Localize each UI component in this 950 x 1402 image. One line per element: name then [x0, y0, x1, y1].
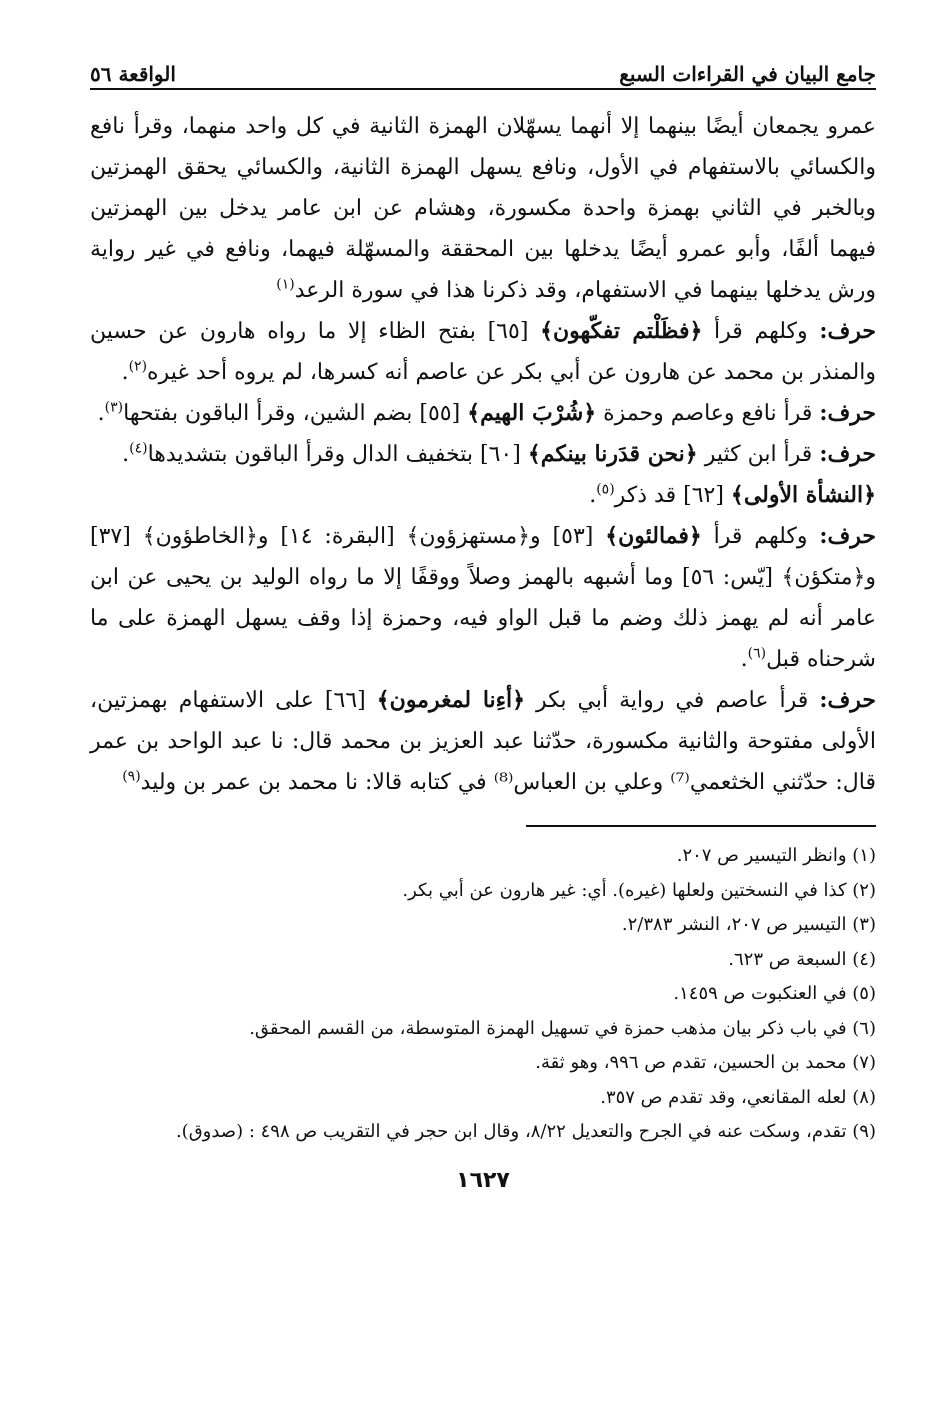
footnote: (٣) التيسير ص ٢٠٧، النشر ٢/٣٨٣. [621, 914, 876, 935]
harf-label: حرف: [819, 687, 876, 713]
harf-label: حرف: [819, 441, 876, 467]
book-title: جامع البيان في القراءات السبع [619, 62, 876, 86]
main-text [90, 106, 876, 803]
footnote-ref: (٢) [128, 358, 148, 375]
paragraph-text: [٦٠] بتخفيف الدال وقرأ الباقون بتشديدها [147, 442, 528, 467]
paragraph: حرف: قرأ عاصم في رواية أبي بكر ﴿أءِنا لمغرمون﴾ [٦٦] على الاستفهام بهمزتين، الأولى مفتوحة والثانية مكسورة، حدّثنا عبد العزيز بن محمد قال: نا عبد الواحد بن عمر قال: حدّثني الخثعمي⁽⁷⁾ وعلي بن العباس⁽⁸⁾ في كتابه قالا: نا محمد بن عمر بن وليد$^{(٩)}$ [90, 687, 876, 795]
running-header [90, 52, 876, 86]
footnotes [90, 839, 876, 1150]
footnote: (٥) في العنكبوت ص ١٤٥٩. [673, 983, 876, 1004]
quran-citation: ﴿فمالئون﴾ [605, 523, 702, 549]
surah-label: الواقعة ٥٦ [90, 62, 176, 86]
paragraph-text: [٦٥] بفتح الظاء إلا ما رواه هارون عن حسين والمنذر بن محمد عن هارون عن أبي بكر عن عاصم أنه كسرها، لم يروه أحد غيره [90, 319, 876, 385]
footnote-ref: (٥) [596, 481, 615, 498]
footnote: (٧) محمد بن الحسين، تقدم ص ٩٩٦، وهو ثقة. [535, 1052, 876, 1073]
paragraph: حرف: قرأ ابن كثير ﴿نحن قدَرنا بينكم﴾ [٦٠] بتخفيف الدال وقرأ الباقون بتشديدها$^{(٤)}$. [122, 440, 876, 467]
paragraph-text: [٦٦] على الاستفهام بهمزتين، الأولى مفتوحة والثانية مكسورة، حدّثنا عبد العزيز بن محمد قال: نا عبد الواحد بن عمر قال: حدّثني الخثعمي⁽⁷⁾ وعلي بن العباس⁽⁸⁾ في كتابه قالا: نا محمد بن عمر بن وليد [90, 688, 876, 795]
footnote-ref: (٤) [129, 440, 148, 457]
paragraph-text: [٥٣] و﴿مستهزؤون﴾ [البقرة: ١٤] و﴿الخاطؤون﴾ [٣٧] و﴿متكؤن﴾ [يّس: ٥٦] وما أشبهه بالهمز وصلاً ووقفًا إلا ما رواه الوليد بن يحيى عن ابن عامر أنه لم يهمز ذلك وضم ما قبل الواو فيه، وحمزة إذا وقف يسهل الهمزة على ما شرحناه قبل [90, 524, 876, 672]
paragraph-text: عمرو يجمعان أيضًا بينهما إلا أنهما يسهّلان الهمزة الثانية في كل واحد منهما، وقرأ نافع والكسائي بالاستفهام في الأول، ونافع يسهل الهمزة الثانية، والكسائي يحقق الهمزتين وبالخبر في الثاني بهمزة واحدة مكسورة، وهشام عن ابن عامر يدخل بين الهمزتين فيهما ألفًا، وأبو عمرو أيضًا يدخلها بين المحققة والمسهّلة فيهما، ونافع في غير رواية ورش يدخلها بينهما في الاستفهام، وقد ذكرنا هذا في سورة الرعد [90, 114, 876, 303]
footnote: (٨) لعله المقانعي، وقد تقدم ص ٣٥٧. [600, 1086, 876, 1108]
footnote-rule [526, 825, 876, 827]
paragraph: ﴿النشأة الأولى﴾ [٦٢] قد ذكر$^{(٥)}$. [589, 481, 876, 508]
paragraph-text: [٥٥] بضم الشين، وقرأ الباقون بفتحها [123, 401, 468, 426]
footnote-ref: (١) [276, 276, 295, 293]
footnote-ref: (٣) [104, 399, 124, 416]
footnote: (٩) تقدم، وسكت عنه في الجرح والتعديل ٨/٢٢، وقال ابن حجر في التقريب ص ٤٩٨ : (صدوق). [175, 1121, 876, 1142]
quran-citation: ﴿النشأة الأولى﴾ [730, 482, 876, 508]
paragraph: حرف: وكلهم قرأ ﴿فظَلْتم تفكّهون﴾ [٦٥] بفتح الظاء إلا ما رواه هارون عن حسين والمنذر بن محمد عن هارون عن أبي بكر عن عاصم أنه كسرها، لم يروه أحد غيره$^{(٢)}$. [90, 318, 876, 385]
footnote: (٤) السبعة ص ٦٢٣. [728, 948, 876, 970]
footnote-ref: (٦) [747, 645, 767, 662]
header-rule [90, 88, 876, 90]
footnote: (١) وانظر التيسير ص ٢٠٧. [676, 845, 876, 866]
quran-citation: ﴿شُرْبَ الهيم﴾ [467, 400, 597, 426]
footnote: (٢) كذا في النسختين ولعلها (غيره). أي: غير هارون عن أبي بكر. [402, 879, 876, 901]
harf-label: حرف: [819, 400, 876, 426]
quran-citation: ﴿أءِنا لمغرمون﴾ [376, 687, 526, 713]
paragraph: حرف: وكلهم قرأ ﴿فمالئون﴾ [٥٣] و﴿مستهزؤون﴾ [البقرة: ١٤] و﴿الخاطؤون﴾ [٣٧] و﴿متكؤن﴾ [يّس: ٥٦] وما أشبهه بالهمز وصلاً ووقفًا إلا ما رواه الوليد بن يحيى عن ابن عامر أنه لم يهمز ذلك وضم ما قبل الواو فيه، وحمزة إذا وقف يسهل الهمزة على ما شرحناه قبل$^{(٦)}$. [90, 523, 877, 672]
paragraph [90, 106, 876, 311]
harf-label: حرف: [819, 523, 877, 549]
footnote: (٦) في باب ذكر بيان مذهب حمزة في تسهيل الهمزة المتوسطة، من القسم المحقق. [249, 1017, 876, 1039]
page-number: ١٦٢٧ [456, 1167, 510, 1193]
quran-citation: ﴿نحن قدَرنا بينكم﴾ [527, 441, 698, 467]
quran-citation: ﴿فظَلْتم تفكّهون﴾ [540, 318, 703, 344]
harf-label: حرف: [819, 318, 876, 344]
paragraph-text: [٦٢] قد ذكر [614, 483, 731, 508]
footnote-ref: (٩) [122, 768, 141, 785]
paragraph: حرف: قرأ نافع وعاصم وحمزة ﴿شُرْبَ الهيم﴾ [٥٥] بضم الشين، وقرأ الباقون بفتحها$^{(٣)}$. [97, 399, 876, 426]
